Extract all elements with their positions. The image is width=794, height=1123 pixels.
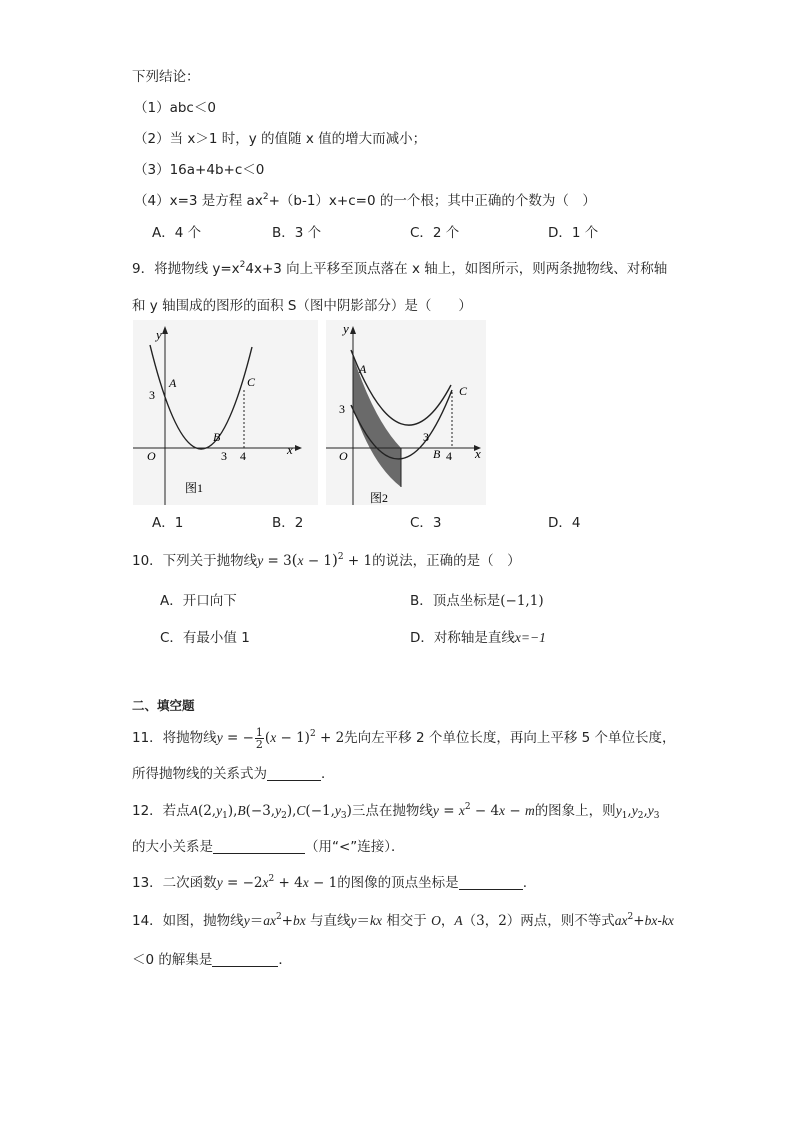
q8-intro: 下列结论： bbox=[132, 69, 200, 85]
q8-conclusion-3: （3）16a+4b+c＜0 bbox=[134, 162, 265, 178]
q14-answer-blank[interactable] bbox=[212, 952, 278, 967]
figure-2-caption: 图2 bbox=[370, 491, 389, 505]
q14-line: y＝kx bbox=[350, 913, 383, 929]
figure-1-tick-3-x: 3 bbox=[221, 449, 227, 463]
q10-option-a[interactable]: A．开口向下 bbox=[160, 593, 237, 609]
figure-1-point-b: B bbox=[213, 430, 221, 444]
q9-option-a[interactable]: A．1 bbox=[152, 515, 184, 531]
q14-parabola: $y=ax^2+bx$ bbox=[243, 912, 306, 929]
figure-2-y-label: y bbox=[343, 321, 349, 336]
figure-1-background bbox=[133, 320, 318, 505]
figure-1-tick-3-y: 3 bbox=[149, 388, 155, 402]
figure-2-point-a: A bbox=[359, 362, 367, 376]
q9-option-d[interactable]: D．4 bbox=[548, 515, 581, 531]
figure-1-origin: O bbox=[147, 449, 156, 463]
figure-1-tick-4: 4 bbox=[240, 449, 246, 463]
q9-stem-line2: 和 y 轴围成的图形的面积 S（图中阴影部分）是（ ） bbox=[132, 298, 472, 314]
figure-1-caption: 图1 bbox=[185, 481, 204, 495]
figure-2-origin: O bbox=[339, 449, 348, 463]
figure-1-point-c: C bbox=[247, 375, 256, 389]
q8-conclusion-2: （2）当 x＞1 时，y 的值随 x 值的增大而减小； bbox=[134, 131, 427, 147]
q10-option-c[interactable]: C．有最小值 1 bbox=[160, 630, 250, 646]
q10-formula: $y = 3(x - 1)^2 + 1$ bbox=[257, 551, 373, 569]
q14-stem-line1: 14．如图，抛物线$y=ax^2+bx$ 与直线y＝kx 相交于 O，A（3，2）两点，则不等式$ax^2+bx-kx$ bbox=[132, 912, 674, 929]
figure-2-tick-3-x: 3 bbox=[423, 430, 429, 444]
q14-points: O，A（3，2） bbox=[431, 913, 521, 929]
figure-2-point-c: C bbox=[459, 384, 468, 398]
q10-option-b[interactable]: B．顶点坐标是(−1,1) bbox=[410, 593, 544, 609]
q11-line2: 所得抛物线的关系式为 ． bbox=[132, 766, 335, 782]
q13-formula: $y = -2x^2 + 4x - 1$ bbox=[216, 874, 338, 891]
figure-2-tick-4: 4 bbox=[446, 449, 452, 463]
q8-option-d[interactable]: D．1 个 bbox=[548, 225, 599, 241]
q14-stem-line2: ＜0 的解集是 ． bbox=[132, 952, 292, 968]
q12-answer-blank[interactable] bbox=[213, 839, 305, 854]
q10-stem: 10．下列关于抛物线$y = 3(x - 1)^2 + 1$的说法，正确的是（ ） bbox=[132, 551, 521, 569]
figure-2-background bbox=[326, 320, 486, 505]
figure-2-x-label: x bbox=[475, 446, 481, 461]
q9-stem-line1: 9．将抛物线 $y=x^24x+3$ 向上平移至顶点落在 x 轴上，如图所示，则两条抛物线、对称轴 bbox=[132, 260, 668, 277]
q13-stem: 13．二次函数$y = -2x^2 + 4x - 1$的图像的顶点坐标是 . bbox=[132, 874, 527, 891]
q11-answer-blank[interactable] bbox=[267, 766, 321, 781]
q12-vars: $y_1,y_2,y_3$ bbox=[615, 803, 660, 821]
q9-option-c[interactable]: C．3 bbox=[410, 515, 442, 531]
q9-figure-1 bbox=[133, 320, 318, 505]
figure-1-y-label: y bbox=[156, 327, 162, 342]
q8-option-a[interactable]: A．4 个 bbox=[152, 225, 202, 241]
figure-2-tick-3-y: 3 bbox=[339, 402, 345, 416]
q11-stem: 11．将抛物线y = − $\frac{1}{2}$ $(x - 1)^2 + 2$先向左平移 2 个单位长度，再向上平移 5 个单位长度， bbox=[132, 726, 676, 751]
q12-formula: $y = x^2 - 4x - m$ bbox=[432, 802, 535, 819]
q8-option-b[interactable]: B．3 个 bbox=[272, 225, 322, 241]
q8-conclusion-1: （1）abc＜0 bbox=[134, 100, 216, 116]
q12-line2: 的大小关系是 （用“<”连接）． bbox=[132, 839, 405, 855]
q11-formula: y = − $\frac{1}{2}$ $(x - 1)^2 + 2$ bbox=[216, 726, 345, 751]
section-2-heading: 二、填空题 bbox=[132, 698, 195, 713]
q10-option-d[interactable]: D．对称轴是直线x=−1 bbox=[410, 630, 546, 646]
q14-inequality: $ax^2+bx-kx$ bbox=[614, 912, 674, 929]
q8-option-c[interactable]: C．2 个 bbox=[410, 225, 460, 241]
q9-figure-2 bbox=[326, 320, 486, 505]
q9-option-b[interactable]: B．2 bbox=[272, 515, 304, 531]
figure-1-point-a: A bbox=[169, 376, 177, 390]
q13-answer-blank[interactable] bbox=[459, 875, 523, 890]
q8-conclusion-4: （4）x=3 是方程 $ax^2+(b-1)x+c=0$ 的一个根；其中正确的个数为（ ） bbox=[134, 192, 596, 209]
q12-points: $A(2,y_1),B(-3,y_2),C(-1,y_3)$ bbox=[189, 803, 352, 821]
figure-2-point-b: B bbox=[433, 447, 441, 461]
figure-1-x-label: x bbox=[287, 442, 293, 457]
q12-stem: 12．若点$A(2,y_1),B(-3,y_2),C(-1,y_3)$三点在抛物线$y = x^2 - 4x - m$的图象上，则$y_1,y_2,y_3$ bbox=[132, 802, 660, 821]
